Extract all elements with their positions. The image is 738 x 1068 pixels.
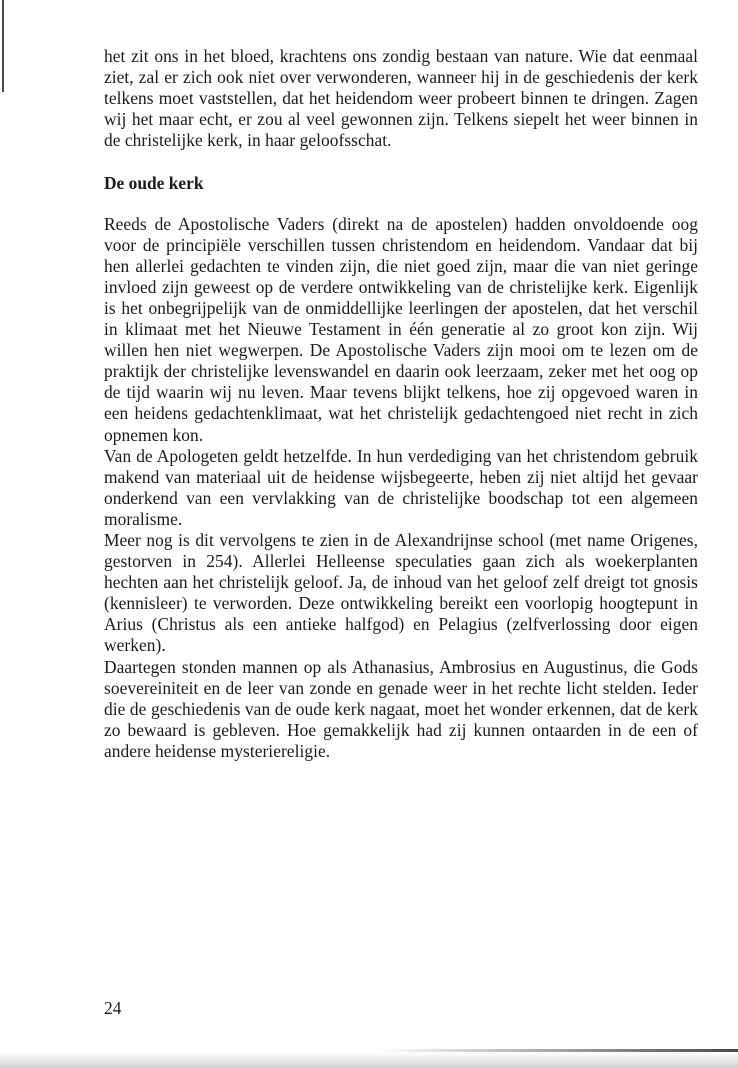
intro-paragraph: het zit ons in het bloed, krachtens ons zondig bestaan van nature. Wie dat eenmaal ziet, zal er zich ook niet over verwonderen, wanneer hij in de geschiedenis der kerk telkens moet vaststellen, dat het heidendom weer probeert binnen te dringen. Zagen wij het maar echt, er zou al veel gewonnen zijn. Telkens siepelt het weer binnen in de christelijke kerk, in haar geloofsschat. (104, 46, 698, 151)
paragraph-alexandrian-school: Meer nog is dit vervolgens te zien in de Alexandrijnse school (met name Origenes, gestorven in 254). Allerlei Helleense speculaties gaan zich als woekerplanten hechten aan het christelijk geloof. Ja, de inhoud van het geloof zelf dreigt tot gnosis (kennisleer) te verworden. Deze ontwikkeling bereikt een voorlopig hoogtepunt in Arius (Christus als een antieke halfgod) en Pelagius (zelfverlossing door eigen werken). (104, 529, 698, 656)
scan-bottom-edge-shadow (0, 1052, 738, 1068)
scan-margin-mark (2, 0, 4, 92)
paragraph-apostolic-fathers: Reeds de Apostolische Vaders (direkt na de apostelen) hadden onvoldoende oog voor de principiële verschillen tussen christendom en heidendom. Vandaar dat bij hen allerlei gedachten te vinden zijn, die niet goed zijn, maar die van niet geringe invloed zijn geweest op de verdere ontwikkeling van de christelijke kerk. Eigenlijk is het onbegrijpelijk van de onmiddellijke leerlingen der apostelen, dat het verschil in klimaat met het Nieuwe Testament in één generatie al zo groot kon zijn. Wij willen hen niet wegwerpen. De Apostolische Vaders zijn mooi om te lezen om de praktijk der christelijke levenswandel en daarin ook leerzaam, zeker met het oog op de tijd waarin wij nu leven. Maar tevens blijkt telkens, hoe zij opgevoed waren in een heidens gedachtenklimaat, wat het christelijk gedachtengoed niet recht in zich opnemen kon. (104, 213, 698, 445)
paragraph-apologists: Van de Apologeten geldt hetzelfde. In hun verdediging van het christendom gebruik makend van materiaal uit de heidense wijsbegeerte, heben zij niet altijd het gevaar onderkend van een vervlakking van de christelijke boodschap tot een algemeen moralisme. (104, 445, 698, 529)
paragraph-church-fathers: Daartegen stonden mannen op als Athanasius, Ambrosius en Augustinus, die Gods soevereiniteit en de leer van zonde en genade weer in het rechte licht stelden. Ieder die de geschiedenis van de oude kerk nagaat, moet het wonder erkennen, dat de kerk zo bewaard is gebleven. Hoe gemakkelijk had zij kunnen ontaarden in de een of andere heidense mysteriereligie. (104, 656, 698, 761)
page-body (104, 46, 698, 762)
section-heading: De oude kerk (104, 173, 204, 194)
page-number: 24 (104, 998, 122, 1018)
